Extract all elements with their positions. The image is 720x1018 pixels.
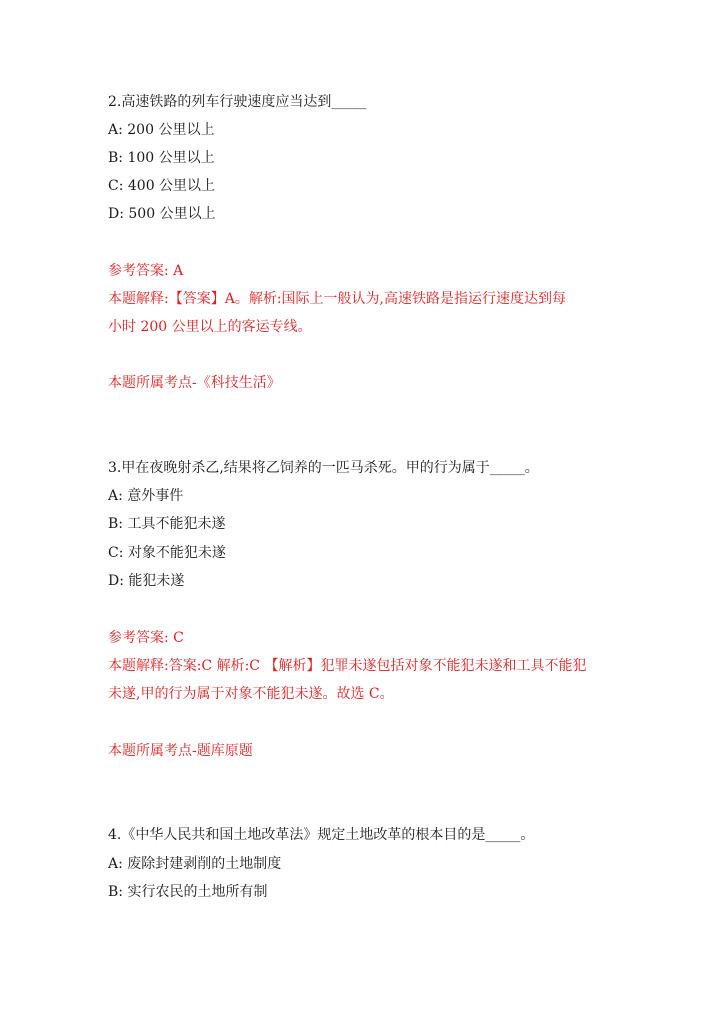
option-b: B: 实行农民的土地所有制 [108,884,268,900]
option-d: D: 500 公里以上 [108,206,216,222]
reference-answer: 参考答案: A [108,263,184,279]
option-d: D: 能犯未遂 [108,573,185,589]
explanation-line: 本题解释:【答案】A。解析:国际上一般认为,高速铁路是指运行速度达到每 [108,291,566,307]
question-stem: 3.甲在夜晚射杀乙,结果将乙饲养的一匹马杀死。甲的行为属于_____。 [108,460,539,476]
option-c: C: 400 公里以上 [108,178,216,194]
option-a: A: 废除封建剥削的土地制度 [108,856,282,872]
explanation-line: 本题解释:答案:C 解析:C 【解析】犯罪未遂包括对象不能犯未遂和工具不能犯 [108,658,587,674]
option-b: B: 100 公里以上 [108,150,215,166]
explanation-line: 小时 200 公里以上的客运专线。 [108,319,312,335]
option-a: A: 200 公里以上 [108,122,215,138]
question-stem: 2.高速铁路的列车行驶速度应当达到_____ [108,94,367,110]
option-c: C: 对象不能犯未遂 [108,545,226,561]
reference-answer: 参考答案: C [108,630,184,646]
question-stem: 4.《中华人民共和国土地改革法》规定土地改革的根本目的是_____。 [108,827,535,843]
explanation-line: 未遂,甲的行为属于对象不能犯未遂。故选 C。 [108,686,394,702]
topic-label: 本题所属考点-《科技生活》 [108,375,281,391]
option-b: B: 工具不能犯未遂 [108,516,226,532]
option-a: A: 意外事件 [108,488,184,504]
topic-label: 本题所属考点-题库原题 [108,743,253,759]
